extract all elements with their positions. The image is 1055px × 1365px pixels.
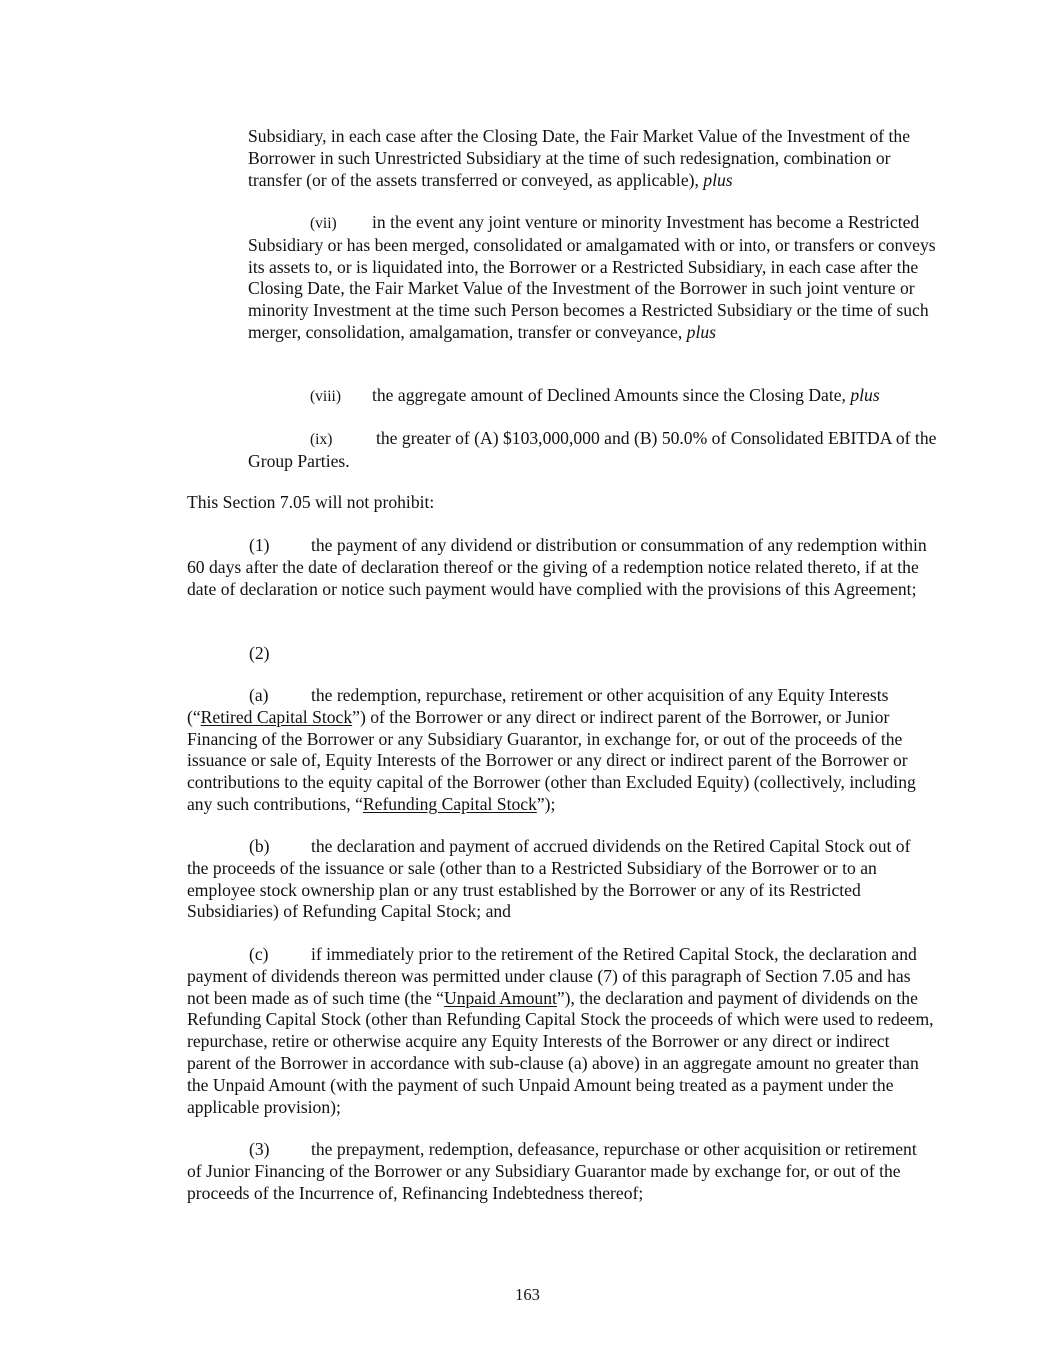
defined-term-unpaid-amount: Unpaid Amount [443,987,557,1008]
paragraph-continuation [248,126,938,191]
item-label: (b) [249,836,270,856]
clause-text: in the event any joint venture or minority Investment has become a Restricted Subsidiary or has been merged, consolidated or amalgamated with or into, or transfers or conveys its assets to, or is liquidated into, the Borrower or a Restricted Subsidiary, in each case after the Closing Date, the Fair Market Value of the Investment of the Borrower in such joint venture or minority Investment at the time such Person becomes a Restricted Subsidiary or the time of such merger, consolidation, amalgamation, transfer or conveyance, [248,212,936,342]
clause-label: (viii) [310,388,341,405]
item-text: the redemption, repurchase, retirement or other acquisition of any Equity Interests (“ [187,685,889,727]
item-text-continued: ”), the declaration and payment of dividends on the Refunding Capital Stock (other than Refunding Capital Stock the proceeds of which were used to redeem, repurchase, retire or otherwise acquire any Equity Interests of the Borrower or any direct or indirect parent of the Borrower in accordance with sub-clause (a) above) in an aggregate amount no greater than the Unpaid Amount (with the payment of such Unpaid Amount being treated as a payment under the applicable provision); [187,987,934,1117]
item-text: the payment of any dividend or distribution or consummation of any redemption within 60 days after the date of declaration thereof or the giving of a redemption notice related thereto, if at the date of declaration or notice such payment would have complied with the provisions of this Agreement; [187,535,927,599]
defined-term-refunding-capital-stock: Refunding Capital Stock [362,793,537,814]
item-2 [187,643,935,665]
clause-text: the greater of (A) $103,000,000 and (B) 50.0% of Consolidated EBITDA of the Group Parties. [248,428,937,471]
clause-label: (ix) [310,431,333,448]
clause-vii [248,212,938,344]
item-text: if immediately prior to the retirement of the Retired Capital Stock, the declaration and payment of dividends thereon was permitted under clause (7) of this paragraph of Section 7.05 and has not been made as of such time (the “ [187,944,917,1008]
plus-term: plus [703,169,733,190]
section-intro: This Section 7.05 will not prohibit: [187,492,435,512]
item-text: the prepayment, redemption, defeasance, repurchase or other acquisition or retirement of Junior Financing of the Borrower or any Subsidiary Guarantor made by exchange for, or out of the proceeds of the Incurrence of, Refinancing Indebtedness thereof; [187,1139,917,1203]
paragraph-text: Subsidiary, in each case after the Closing Date, the Fair Market Value of the Investment of the Borrower in such Unrestricted Subsidiary at the time of such redesignation, combination or transfer (or of the assets transferred or conveyed, as applicable), [248,126,911,190]
plus-term: plus [686,321,717,342]
clause-text: the aggregate amount of Declined Amounts since the Closing Date, [372,385,846,405]
clause-viii [248,385,938,408]
subitem-c [187,944,935,1118]
item-text: the declaration and payment of accrued dividends on the Retired Capital Stock out of the proceeds of the issuance or sale (other than to a Restricted Subsidiary of the Borrower or to an employee stock ownership plan or any trust established by the Borrower or any of its Restricted Subsidiaries) of Refunding Capital Stock; and [187,836,911,922]
page-number: 163 [515,1285,540,1304]
item-label: (1) [249,535,270,555]
subitem-b [187,836,935,923]
item-label: (c) [249,944,269,964]
item-3 [187,1139,935,1204]
item-label: (a) [249,685,269,705]
item-label: (3) [249,1139,270,1159]
item-label: (2) [249,643,270,663]
clause-label: (vii) [310,215,337,232]
item-1 [187,535,935,600]
item-text-end: ”); [536,793,556,814]
item-text-continued: ”) of the Borrower or any direct or indirect parent of the Borrower, or Junior Financing of the Borrower or any Subsidiary Guarantor, in exchange for, or out of the proceeds of the issuance or sale of, Equity Interests of the Borrower or any direct or indirect parent of the Borrower or contributions to the equity capital of the Borrower (other than Excluded Equity) (collectively, including any such contributions, “ [187,706,916,814]
subitem-a [187,685,935,816]
plus-term: plus [850,385,880,405]
defined-term-retired-capital-stock: Retired Capital Stock [200,706,353,727]
clause-ix [248,428,938,473]
